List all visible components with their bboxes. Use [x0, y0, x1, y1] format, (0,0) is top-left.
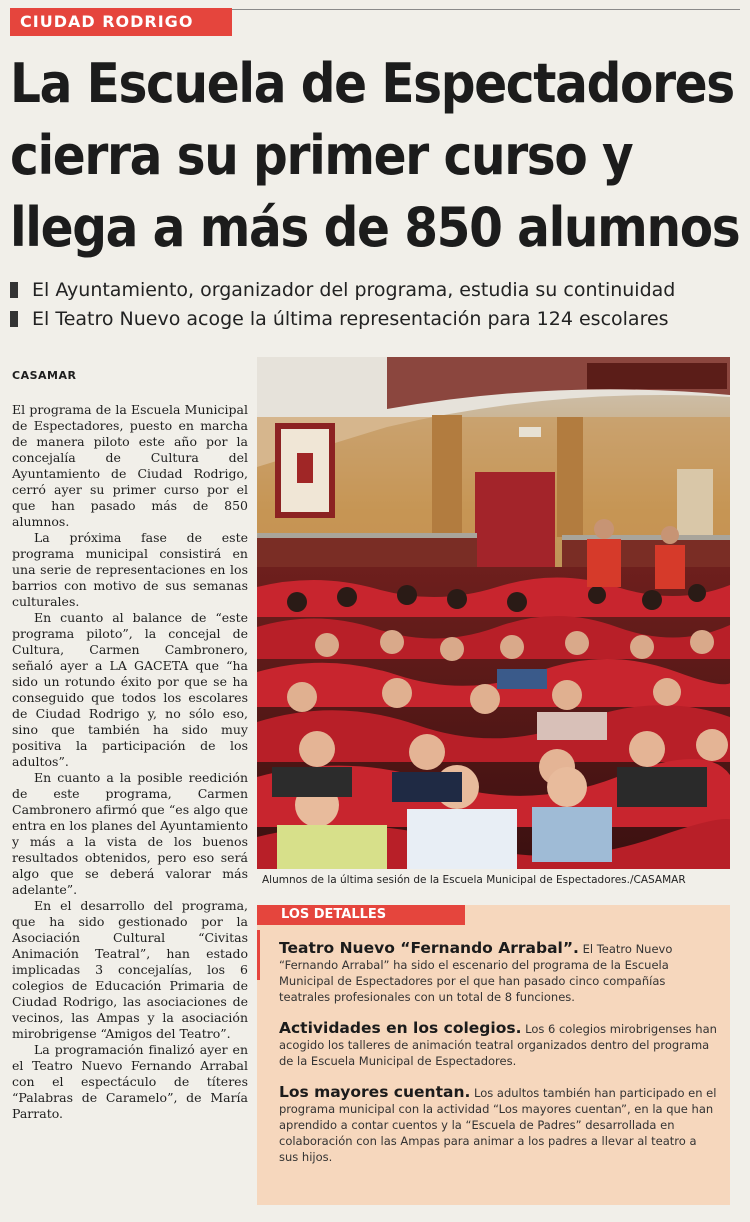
article-body [12, 402, 248, 1122]
details-accent-bar [257, 930, 260, 980]
detail-text: El Teatro Nuevo “Fernando Arrabal” ha sido el escenario del programa de la Escuela Municipal de Espectadores por el que han pasado cinco compañías teatrales profesionales con un total de 8 funciones. [279, 942, 673, 1004]
subhead [10, 276, 745, 305]
paragraph: La programación finalizó ayer en el Teatro Nuevo Fernando Arrabal con el espectáculo de títeres “Palabras de Caramelo”, de María Parrato. [12, 1042, 248, 1121]
section-tag: CIUDAD RODRIGO [10, 8, 232, 36]
detail-title: Los mayores cuentan. [279, 1083, 471, 1101]
headline-line: llega a más de 850 alumnos [10, 196, 740, 259]
subhead-text: El Ayuntamiento, organizador del programa, estudia su continuidad [32, 279, 676, 301]
detail-item [279, 1020, 719, 1069]
photo-caption: Alumnos de la última sesión de la Escuela Municipal de Espectadores./CASAMAR [262, 874, 686, 886]
top-rule [232, 9, 740, 10]
paragraph: En cuanto a la posible reedición de este programa, Carmen Cambronero afirmó que “es algo que entra en los planes del Ayuntamiento y más a la vista de los buenos resultados obtenidos, pero eso será algo que se deberá valorar más adelante”. [12, 770, 248, 897]
paragraph: En cuanto al balance de “este programa piloto”, la concejal de Cultura, Carmen Cambronero, señaló ayer a LA GACETA que “ha sido un rotundo éxito por que se ha conseguido que todos los escolares de Ciudad Rodrigo y, no sólo eso, sino que también ha sido muy positiva la participación de los adultos”. [12, 610, 248, 769]
paragraph: La próxima fase de este programa municipal consistirá en una serie de representaciones en los barrios con motivo de sus semanas culturales. [12, 530, 248, 609]
detail-text: Los 6 colegios mirobrigenses han acogido los talleres de animación teatral organizados dentro del programa de la Escuela Municipal de Espectadores. [279, 1022, 717, 1068]
byline: CASAMAR [12, 369, 77, 382]
photo-illustration [257, 357, 730, 869]
details-body [279, 940, 719, 1180]
detail-title: Actividades en los colegios. [279, 1019, 522, 1037]
subhead [10, 305, 745, 334]
detail-item [279, 1084, 719, 1165]
details-box [257, 905, 730, 1205]
subheads [10, 276, 745, 334]
detail-item [279, 940, 719, 1005]
details-tag: LOS DETALLES [257, 905, 465, 925]
detail-title: Teatro Nuevo “Fernando Arrabal”. [279, 939, 579, 957]
subhead-text: El Teatro Nuevo acoge la última representación para 124 escolares [32, 308, 669, 330]
detail-text: Los adultos también han participado en el programa municipal con la actividad “Los mayores cuentan”, en la que han aprendido a contar cuentos y la “Escuela de Padres” desarrollada en colaboración con las Ampas para animar a los padres a llevar al teatro a sus hijos. [279, 1086, 717, 1164]
square-bullet-icon [10, 282, 18, 298]
paragraph: En el desarrollo del programa, que ha sido gestionado por la Asociación Cultural “Civitas Animación Teatral”, han estado implicadas 3 concejalías, los 6 colegios de Educación Primaria de Ciudad Rodrigo, las asociaciones de vecinos, las Ampas y la asociación mirobrigense “Amigos del Teatro”. [12, 898, 248, 1041]
headline-line: La Escuela de Espectadores [10, 52, 734, 115]
headline-line: cierra su primer curso y [10, 124, 633, 187]
theater-photo [257, 357, 730, 869]
headline [10, 48, 740, 264]
square-bullet-icon [10, 311, 18, 327]
paragraph: El programa de la Escuela Municipal de Espectadores, puesto en marcha de manera piloto este año por la concejalía de Cultura del Ayuntamiento de Ciudad Rodrigo, cerró ayer su primer curso por el que han pasado más de 850 alumnos. [12, 402, 248, 529]
